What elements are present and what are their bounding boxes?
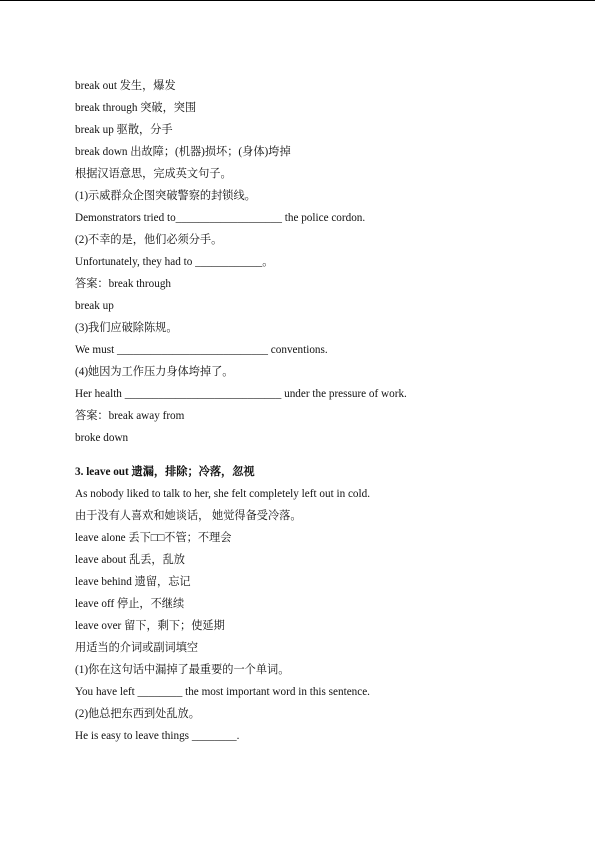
text-line: break out 发生，爆发: [75, 80, 176, 92]
text-line: broke down: [75, 432, 129, 444]
text-line: (1)示威群众企图突破警察的封锁线。: [75, 190, 256, 202]
document-page: [75, 78, 575, 750]
text-line: leave over 留下，剩下；使延期: [75, 620, 225, 632]
text-line: As nobody liked to talk to her, she felt completely left out in cold.: [75, 488, 371, 500]
text-line: 根据汉语意思，完成英文句子。: [75, 168, 232, 180]
text-line: leave behind 遗留，忘记: [75, 576, 191, 588]
text-line: (3)我们应破除陈规。: [75, 322, 178, 334]
text-line: leave about 乱丢，乱放: [75, 554, 185, 566]
section-heading: 3. leave out 遗漏，排除；冷落，忽视: [75, 466, 255, 478]
text-line: 由于没有人喜欢和她谈话， 她觉得备受冷落。: [75, 510, 302, 522]
text-line: break up: [75, 300, 114, 312]
text-line: break down 出故障；(机器)损坏；(身体)垮掉: [75, 146, 291, 158]
text-line: (2)他总把东西到处乱放。: [75, 708, 200, 720]
text-line: Demonstrators tried to___________________ the police cordon.: [75, 212, 366, 224]
text-line: 用适当的介词或副词填空: [75, 642, 199, 654]
text-line: (1)你在这句话中漏掉了最重要的一个单词。: [75, 664, 290, 676]
text-line: 答案：break away from: [75, 410, 185, 422]
text-line: Unfortunately, they had to ____________。: [75, 256, 274, 268]
text-line: He is easy to leave things ________.: [75, 730, 240, 742]
text-line: You have left ________ the most important word in this sentence.: [75, 686, 370, 698]
text-line: 答案：break through: [75, 278, 172, 290]
text-line: leave off 停止，不继续: [75, 598, 185, 610]
page-top-border: [0, 0, 595, 1]
text-line: (2)不幸的是，他们必须分手。: [75, 234, 223, 246]
text-line: Her health ____________________________ under the pressure of work.: [75, 388, 407, 400]
text-line: We must ___________________________ conventions.: [75, 344, 328, 356]
text-line: leave alone 丢下□□不管；不理会: [75, 532, 232, 544]
section-gap: [75, 452, 575, 464]
text-line: break through 突破，突围: [75, 102, 197, 114]
text-line: break up 驱散，分手: [75, 124, 173, 136]
text-line: (4)她因为工作压力身体垮掉了。: [75, 366, 234, 378]
